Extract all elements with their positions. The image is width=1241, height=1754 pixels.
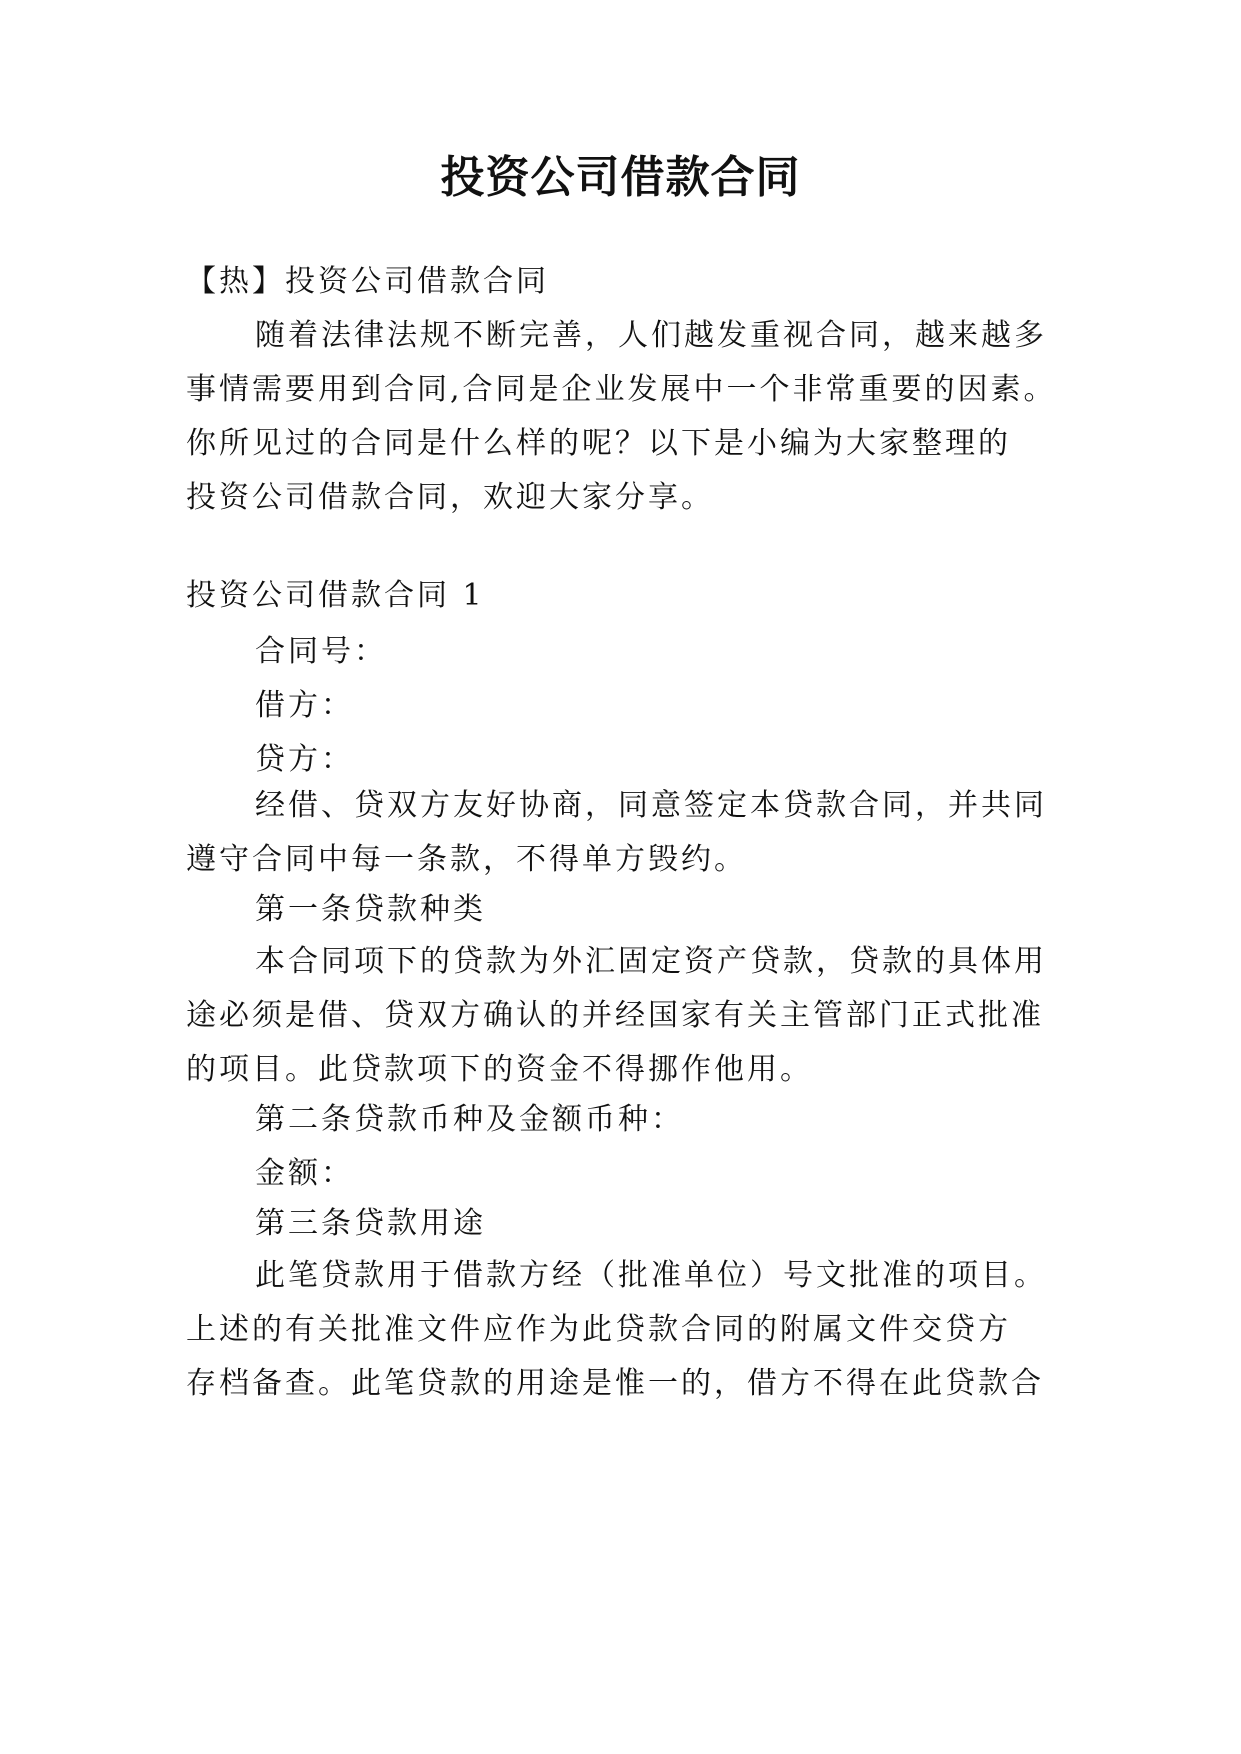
article1-line: 的项目。此贷款项下的资金不得挪作他用。 xyxy=(186,1052,813,1087)
article3-line: 此笔贷款用于借款方经（批准单位）号文批准的项目。 xyxy=(255,1258,1047,1293)
intro-line: 随着法律法规不断完善，人们越发重视合同，越来越多 xyxy=(255,318,1047,353)
intro-line: 投资公司借款合同，欢迎大家分享。 xyxy=(186,480,714,515)
article1-title: 第一条贷款种类 xyxy=(255,892,486,927)
preamble-line: 遵守合同中每一条款，不得单方毁约。 xyxy=(186,842,747,877)
article3-line: 存档备查。此笔贷款的用途是惟一的，借方不得在此贷款合 xyxy=(186,1366,1044,1401)
borrower-field: 借方： xyxy=(255,688,354,723)
intro-line: 你所见过的合同是什么样的呢？以下是小编为大家整理的 xyxy=(186,426,1011,461)
article1-line: 本合同项下的贷款为外汇固定资产贷款，贷款的具体用 xyxy=(255,944,1047,979)
article3-line: 上述的有关批准文件应作为此贷款合同的附属文件交贷方 xyxy=(186,1312,1011,1347)
contract-no-field: 合同号： xyxy=(255,634,387,669)
article3-title: 第三条贷款用途 xyxy=(255,1206,486,1241)
lender-field: 贷方： xyxy=(255,742,354,777)
article2-title: 第二条贷款币种及金额币种： xyxy=(255,1102,684,1137)
intro-line: 事情需要用到合同,合同是企业发展中一个非常重要的因素。 xyxy=(186,372,1057,407)
preamble-line: 经借、贷双方友好协商，同意签定本贷款合同，并共同 xyxy=(255,788,1047,823)
article2-amount: 金额： xyxy=(255,1156,354,1191)
document-title: 投资公司借款合同 xyxy=(440,152,801,203)
article1-line: 途必须是借、贷双方确认的并经国家有关主管部门正式批准 xyxy=(186,998,1044,1033)
intro-heading: 【热】投资公司借款合同 xyxy=(186,264,549,299)
contract-heading: 投资公司借款合同 1 xyxy=(186,578,485,613)
